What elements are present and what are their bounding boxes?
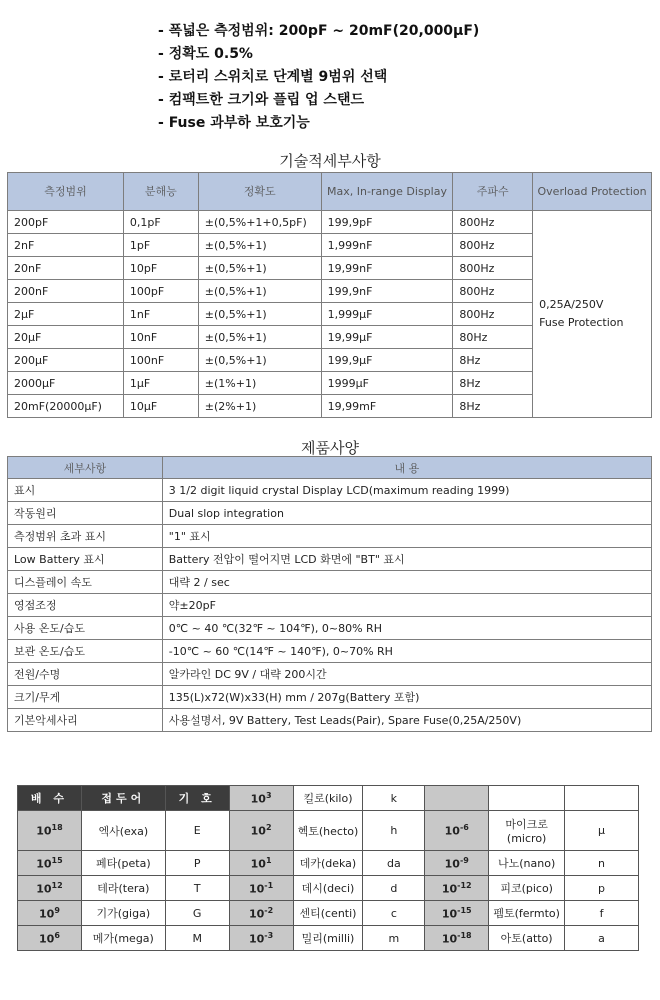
prefix-power: $10^{-1}$ xyxy=(229,876,293,901)
feature-item: - 폭넓은 측정범위: 200pF ~ 20mF(20,000μF) xyxy=(158,20,479,43)
spec-cell: ±(0,5%+1) xyxy=(198,349,321,372)
spec-cell: 199,9nF xyxy=(321,280,453,303)
prefix-exponent: 15 xyxy=(51,855,63,865)
spec-cell: 2nF xyxy=(8,234,124,257)
prefix-exponent: -2 xyxy=(264,905,274,915)
spec-cell: 1999μF xyxy=(321,372,453,395)
prefix-power: $10^{18}$ xyxy=(18,811,82,851)
prefix-header: 접두어 xyxy=(81,786,165,811)
table-row xyxy=(8,686,652,709)
prefix-symbol: h xyxy=(363,811,425,851)
feature-item: - 로터리 스위치로 단계별 9범위 선택 xyxy=(158,66,479,89)
table-row xyxy=(8,548,652,571)
product-cell: Low Battery 표시 xyxy=(8,548,163,571)
empty-cell xyxy=(565,786,639,811)
prefix-power: $10^6$ xyxy=(18,926,82,951)
product-cell: 사용설명서, 9V Battery, Test Leads(Pair), Spare Fuse(0,25A/250V) xyxy=(162,709,651,732)
prefix-symbol: E xyxy=(165,811,229,851)
prefix-name: 아토(atto) xyxy=(489,926,565,951)
table-row xyxy=(18,811,639,851)
prefix-power: $10^2$ xyxy=(229,811,293,851)
table-row xyxy=(8,709,652,732)
product-table xyxy=(7,456,652,732)
prefix-power: $10^{15}$ xyxy=(18,851,82,876)
prefix-name: 기가(giga) xyxy=(81,901,165,926)
product-header: 세부사항 xyxy=(8,457,163,479)
prefix-exponent: 2 xyxy=(265,823,272,833)
prefix-name: 엑사(exa) xyxy=(81,811,165,851)
prefix-symbol: c xyxy=(363,901,425,926)
spec-cell: ±(0,5%+1) xyxy=(198,257,321,280)
product-cell: -10℃ ~ 60 ℃(14℉ ~ 140℉), 0~70% RH xyxy=(162,640,651,663)
spec-cell: 800Hz xyxy=(453,234,533,257)
spec-cell: ±(1%+1) xyxy=(198,372,321,395)
table-row xyxy=(8,525,652,548)
product-cell: 영점조정 xyxy=(8,594,163,617)
spec-cell: ±(0,5%+1+0,5pF) xyxy=(198,211,321,234)
product-title: 제품사양 xyxy=(301,439,359,457)
feature-item: - Fuse 과부하 보호기능 xyxy=(158,112,479,135)
prefix-power: $10^{-3}$ xyxy=(229,926,293,951)
prefix-symbol: M xyxy=(165,926,229,951)
prefix-symbol: n xyxy=(565,851,639,876)
spec-cell: 80Hz xyxy=(453,326,533,349)
prefix-name: 테라(tera) xyxy=(81,876,165,901)
protection-cell xyxy=(533,211,652,418)
prefix-symbol: G xyxy=(165,901,229,926)
table-row xyxy=(18,926,639,951)
spec-table xyxy=(7,172,652,418)
table-row xyxy=(8,479,652,502)
spec-cell: 1μF xyxy=(123,372,198,395)
prefix-exponent: -18 xyxy=(457,930,472,940)
prefix-symbol: p xyxy=(565,876,639,901)
empty-cell xyxy=(489,786,565,811)
product-cell: 약±20pF xyxy=(162,594,651,617)
prefix-exponent: -15 xyxy=(457,905,472,915)
prefix-name: 나노(nano) xyxy=(489,851,565,876)
prefix-power: $10^1$ xyxy=(229,851,293,876)
prefix-symbol: T xyxy=(165,876,229,901)
product-cell: 크기/무게 xyxy=(8,686,163,709)
prefix-name: 밀리(milli) xyxy=(293,926,363,951)
prefix-power: $10^{-6}$ xyxy=(425,811,489,851)
spec-cell: 20μF xyxy=(8,326,124,349)
prefix-symbol: m xyxy=(363,926,425,951)
prefix-power: $10^{12}$ xyxy=(18,876,82,901)
prefix-power: $10^9$ xyxy=(18,901,82,926)
feature-item: - 컴팩트한 크기와 플립 업 스탠드 xyxy=(158,89,479,112)
spec-cell: 200pF xyxy=(8,211,124,234)
prefix-power: $10^{-2}$ xyxy=(229,901,293,926)
spec-cell: 8Hz xyxy=(453,395,533,418)
prefix-header: 기 호 xyxy=(165,786,229,811)
prefix-name: 킬로(kilo) xyxy=(293,786,363,811)
product-cell: 사용 온도/습도 xyxy=(8,617,163,640)
spec-cell: 10nF xyxy=(123,326,198,349)
product-cell: "1" 표시 xyxy=(162,525,651,548)
product-cell: 3 1/2 digit liquid crystal Display LCD(maximum reading 1999) xyxy=(162,479,651,502)
prefix-exponent: -9 xyxy=(459,855,469,865)
spec-header: 측정범위 xyxy=(8,173,124,211)
table-row xyxy=(8,502,652,525)
spec-cell: 19,99mF xyxy=(321,395,453,418)
prefix-name: 펨토(fermto) xyxy=(489,901,565,926)
prefix-name: 페타(peta) xyxy=(81,851,165,876)
spec-cell: 200μF xyxy=(8,349,124,372)
spec-cell: 10pF xyxy=(123,257,198,280)
prefix-symbol: da xyxy=(363,851,425,876)
product-cell: 표시 xyxy=(8,479,163,502)
spec-cell: 800Hz xyxy=(453,303,533,326)
spec-cell: ±(0,5%+1) xyxy=(198,326,321,349)
prefix-power: $10^3$ xyxy=(229,786,293,811)
spec-cell: 800Hz xyxy=(453,280,533,303)
table-row xyxy=(8,594,652,617)
spec-cell: 800Hz xyxy=(453,257,533,280)
spec-header: 정확도 xyxy=(198,173,321,211)
spec-cell: 199,9pF xyxy=(321,211,453,234)
product-cell: 전원/수명 xyxy=(8,663,163,686)
spec-cell: 1,999μF xyxy=(321,303,453,326)
table-row xyxy=(18,851,639,876)
product-cell: Battery 전압이 떨어지면 LCD 화면에 "BT" 표시 xyxy=(162,548,651,571)
prefix-name: 피코(pico) xyxy=(489,876,565,901)
spec-cell: 199,9μF xyxy=(321,349,453,372)
spec-cell: 2000μF xyxy=(8,372,124,395)
empty-cell xyxy=(425,786,489,811)
spec-cell: ±(0,5%+1) xyxy=(198,303,321,326)
prefix-name: 메가(mega) xyxy=(81,926,165,951)
prefix-symbol: μ xyxy=(565,811,639,851)
table-row xyxy=(8,211,652,234)
product-header: 내 용 xyxy=(162,457,651,479)
protection-line: Fuse Protection xyxy=(539,316,624,329)
prefix-exponent: -12 xyxy=(457,880,472,890)
spec-title: 기술적세부사항 xyxy=(279,152,381,170)
spec-cell: 200nF xyxy=(8,280,124,303)
prefix-exponent: -1 xyxy=(264,880,274,890)
prefix-exponent: 9 xyxy=(54,905,60,915)
spec-cell: 19,99nF xyxy=(321,257,453,280)
prefix-name: 마이크로(micro) xyxy=(489,811,565,851)
product-cell: 0℃ ~ 40 ℃(32℉ ~ 104℉), 0~80% RH xyxy=(162,617,651,640)
prefix-name: 데시(deci) xyxy=(293,876,363,901)
prefix-exponent: -6 xyxy=(459,823,469,833)
spec-cell: 1,999nF xyxy=(321,234,453,257)
spec-header: Overload Protection xyxy=(533,173,652,211)
table-row xyxy=(8,571,652,594)
spec-cell: 0,1pF xyxy=(123,211,198,234)
table-row xyxy=(18,901,639,926)
spec-cell: 20nF xyxy=(8,257,124,280)
spec-header: 분해능 xyxy=(123,173,198,211)
spec-header: 주파수 xyxy=(453,173,533,211)
prefix-power: $10^{-9}$ xyxy=(425,851,489,876)
prefix-exponent: 18 xyxy=(51,823,63,833)
product-cell: 대략 2 / sec xyxy=(162,571,651,594)
spec-cell: ±(0,5%+1) xyxy=(198,280,321,303)
prefix-header: 배 수 xyxy=(18,786,82,811)
prefix-name: 데카(deka) xyxy=(293,851,363,876)
prefix-exponent: 6 xyxy=(54,930,60,940)
spec-cell: 800Hz xyxy=(453,211,533,234)
prefix-symbol: P xyxy=(165,851,229,876)
product-cell: Dual slop integration xyxy=(162,502,651,525)
prefix-exponent: 3 xyxy=(265,790,272,800)
feature-list xyxy=(158,20,479,135)
spec-cell: 19,99μF xyxy=(321,326,453,349)
prefix-symbol: f xyxy=(565,901,639,926)
prefix-table xyxy=(17,785,639,951)
product-cell: 측정범위 초과 표시 xyxy=(8,525,163,548)
feature-item: - 정확도 0.5% xyxy=(158,43,479,66)
table-row xyxy=(8,617,652,640)
prefix-symbol: k xyxy=(363,786,425,811)
product-cell: 보관 온도/습도 xyxy=(8,640,163,663)
product-cell: 기본악세사리 xyxy=(8,709,163,732)
table-row xyxy=(8,663,652,686)
spec-cell: 1pF xyxy=(123,234,198,257)
spec-cell: ±(0,5%+1) xyxy=(198,234,321,257)
table-row xyxy=(18,786,639,811)
spec-header: Max, In-range Display xyxy=(321,173,453,211)
table-row xyxy=(18,876,639,901)
product-cell: 디스플레이 속도 xyxy=(8,571,163,594)
prefix-symbol: d xyxy=(363,876,425,901)
prefix-exponent: 1 xyxy=(265,855,272,865)
prefix-exponent: 12 xyxy=(51,880,63,890)
product-cell: 135(L)x72(W)x33(H) mm / 207g(Battery 포함) xyxy=(162,686,651,709)
protection-line: 0,25A/250V xyxy=(539,298,604,311)
prefix-power: $10^{-18}$ xyxy=(425,926,489,951)
prefix-name: 헥토(hecto) xyxy=(293,811,363,851)
prefix-exponent: -3 xyxy=(264,930,274,940)
prefix-name: 센티(centi) xyxy=(293,901,363,926)
prefix-power: $10^{-12}$ xyxy=(425,876,489,901)
spec-cell: 100pF xyxy=(123,280,198,303)
prefix-symbol: a xyxy=(565,926,639,951)
spec-cell: 100nF xyxy=(123,349,198,372)
spec-cell: 8Hz xyxy=(453,372,533,395)
spec-cell: 2μF xyxy=(8,303,124,326)
prefix-power: $10^{-15}$ xyxy=(425,901,489,926)
table-row xyxy=(8,640,652,663)
product-cell: 알카라인 DC 9V / 대략 200시간 xyxy=(162,663,651,686)
spec-cell: 20mF(20000μF) xyxy=(8,395,124,418)
spec-cell: 1nF xyxy=(123,303,198,326)
spec-cell: 10μF xyxy=(123,395,198,418)
product-cell: 작동원리 xyxy=(8,502,163,525)
spec-cell: 8Hz xyxy=(453,349,533,372)
spec-cell: ±(2%+1) xyxy=(198,395,321,418)
